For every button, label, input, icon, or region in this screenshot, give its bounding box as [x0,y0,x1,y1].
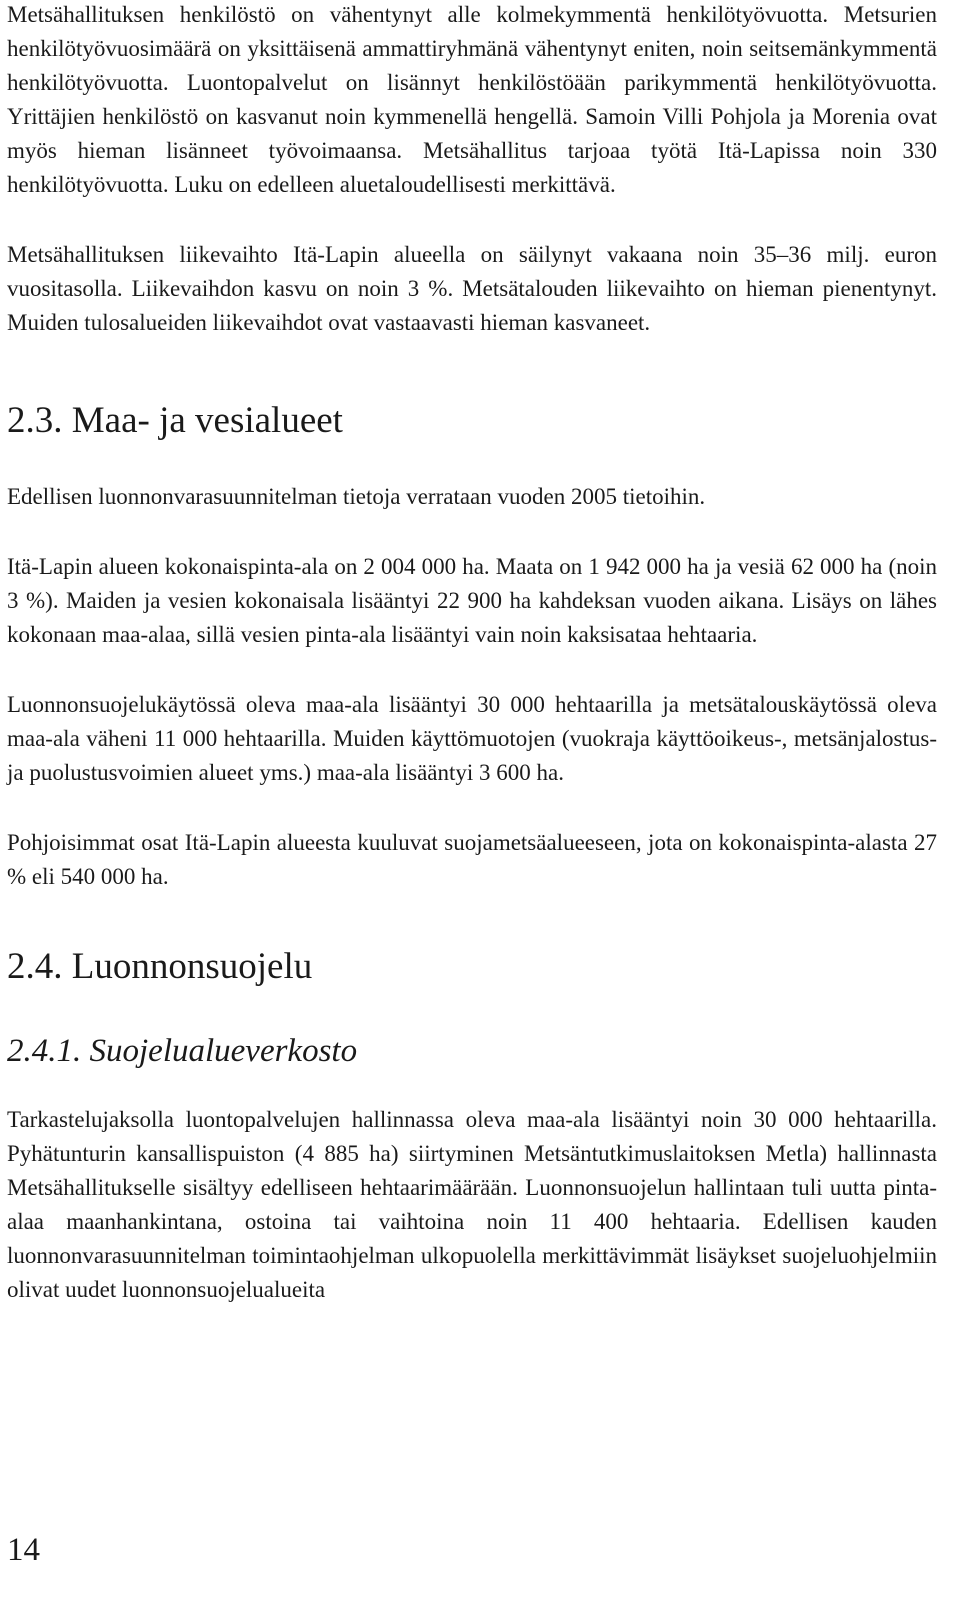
section-heading-land-water: 2.3. Maa- ja vesialueet [7,400,343,441]
document-page [7,0,937,1307]
paragraph-personnel: Metsähallituksen henkilöstö on vähentynyt alle kolmekymmentä henkilötyövuotta. Metsurien henkilötyövuosimäärä on yksittäisenä ammattiryhmänä vähentynyt eniten, noin seitsemänkymmentä henkilötyövuotta. Luontopalvelut on lisännyt henkilöstöään parikymmentä henkilötyövuotta. Yrittäjien henkilöstö on kasvanut noin kymmenellä hengellä. Samoin Villi Pohjola ja Morenia ovat myös hieman lisänneet työvoimaansa. Metsähallitus tarjoaa työtä Itä-Lapissa noin 330 henkilötyövuotta. Luku on edelleen aluetaloudellisesti merkittävä. [7,2,937,197]
paragraph-protected-areas: Tarkastelujaksolla luontopalvelujen hallinnassa oleva maa-ala lisääntyi noin 30 000 hehtaarilla. Pyhätunturin kansallispuiston (4 885 ha) siirtyminen Metsäntutkimuslaitoksen Metla) hallinnasta Metsähallitukselle sisältyy edelliseen hehtaarimäärään. Luonnonsuojelun hallintaan tuli uutta pinta-alaa maanhankintana, ostoina tai vaihtoina noin 11 400 hehtaaria. Edellisen kauden luonnonvarasuunnitelman toimintaohjelman ulkopuolella merkittävimmät lisäykset suojeluohjelmiin olivat uudet luonnonsuojelualueita [7,1107,937,1302]
subsection-heading-protected-area-network: 2.4.1. Suojelualueverkosto [7,1033,358,1069]
paragraph-comparison: Edellisen luonnonvarasuunnitelman tietoja verrataan vuoden 2005 tietoihin. [7,484,706,509]
section-heading-nature-conservation: 2.4. Luonnonsuojelu [7,946,313,987]
paragraph-total-area: Itä-Lapin alueen kokonaispinta-ala on 2 004 000 ha. Maata on 1 942 000 ha ja vesiä 62 000 ha (noin 3 %). Maiden ja vesien kokonaisala lisääntyi 22 900 ha kahdeksan vuoden aikana. Lisäys on lähes kokonaan maa-alaa, sillä vesien pinta-ala lisääntyi vain noin kaksisataa hehtaaria. [7,554,937,647]
page-number: 14 [7,1532,40,1568]
paragraph-protection-forest: Pohjoisimmat osat Itä-Lapin alueesta kuuluvat suojametsäalueeseen, jota on kokonaispinta-alasta 27 % eli 540 000 ha. [7,830,937,889]
paragraph-revenue: Metsähallituksen liikevaihto Itä-Lapin alueella on säilynyt vakaana noin 35–36 milj. euron vuositasolla. Liikevaihdon kasvu on noin 3 %. Metsätalouden liikevaihto on hieman pienentynyt. Muiden tulosalueiden liikevaihdot ovat vastaavasti hieman kasvaneet. [7,242,937,335]
paragraph-land-use: Luonnonsuojelukäytössä oleva maa-ala lisääntyi 30 000 hehtaarilla ja metsätalouskäytössä oleva maa-ala väheni 11 000 hehtaarilla. Muiden käyttömuotojen (vuokraja käyttöoikeus-, metsänjalostus- ja puolustusvoimien alueet yms.) maa-ala lisääntyi 3 600 ha. [7,692,937,785]
